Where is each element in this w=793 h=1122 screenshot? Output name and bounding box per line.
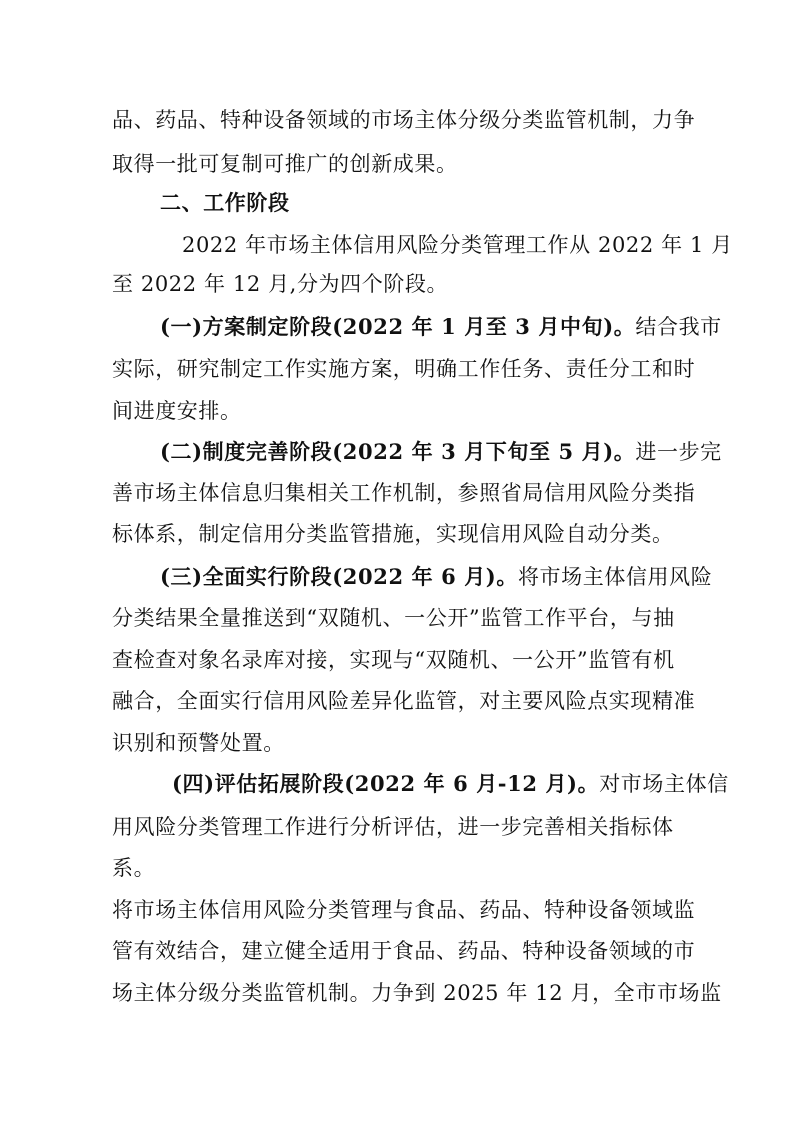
paragraph-line: 融合，全面实行信用风险差异化监管，对主要风险点实现精准 (112, 689, 696, 713)
paragraph-line: 用风险分类管理工作进行分析评估，进一步完善相关指标体 (112, 815, 674, 839)
stage-heading: (三)全面实行阶段(2022 年 6 月)。 (160, 564, 518, 589)
stage-text: 将市场主体信用风险 (517, 565, 713, 589)
paragraph-line: 至 2022 年 12 月,分为四个阶段。 (112, 272, 449, 296)
stage-text: 对市场主体信 (599, 772, 729, 796)
stage-heading: (二)制度完善阶段(2022 年 3 月下旬至 5 月)。 (160, 439, 636, 464)
stage-line (0, 563, 793, 591)
section-heading: 二、工作阶段 (160, 190, 290, 215)
paragraph-line: 标体系，制定信用分类监管措施，实现信用风险自动分类。 (112, 522, 674, 546)
paragraph-line: 将市场主体信用风险分类管理与食品、药品、特种设备领域监 (112, 898, 696, 922)
stage-text: 进一步完 (635, 440, 722, 464)
stage-line (0, 770, 793, 798)
stage-heading: (一)方案制定阶段(2022 年 1 月至 3 月中旬)。 (160, 314, 636, 339)
stage-line (0, 313, 793, 341)
paragraph-line: 善市场主体信息归集相关工作机制，参照省局信用风险分类指 (112, 481, 696, 505)
paragraph-line: 管有效结合，建立健全适用于食品、药品、特种设备领域的市 (112, 939, 696, 963)
paragraph-line: 分类结果全量推送到“双随机、一公开”监管工作平台，与抽 (112, 606, 675, 630)
paragraph-line: 间进度安排。 (112, 399, 242, 423)
paragraph-line: 2022 年市场主体信用风险分类管理工作从 2022 年 1 月 (182, 233, 733, 257)
paragraph-line: 品、药品、特种设备领域的市场主体分级分类监管机制，力争 (112, 108, 696, 132)
paragraph-line: 实际，研究制定工作实施方案，明确工作任务、责任分工和时 (112, 357, 696, 381)
stage-heading: (四)评估拓展阶段(2022 年 6 月-12 月)。 (172, 771, 600, 796)
paragraph-line: 查检查对象名录库对接，实现与“双随机、一公开”监管有机 (112, 648, 675, 672)
paragraph-line: 识别和预警处置。 (112, 731, 285, 755)
paragraph-line: 场主体分级分类监管机制。力争到 2025 年 12 月，全市市场监 (112, 981, 722, 1005)
stage-line (0, 438, 793, 466)
paragraph-line: 系。 (112, 856, 156, 880)
paragraph-line: 取得一批可复制可推广的创新成果。 (112, 152, 458, 176)
stage-text: 结合我市 (635, 315, 722, 339)
